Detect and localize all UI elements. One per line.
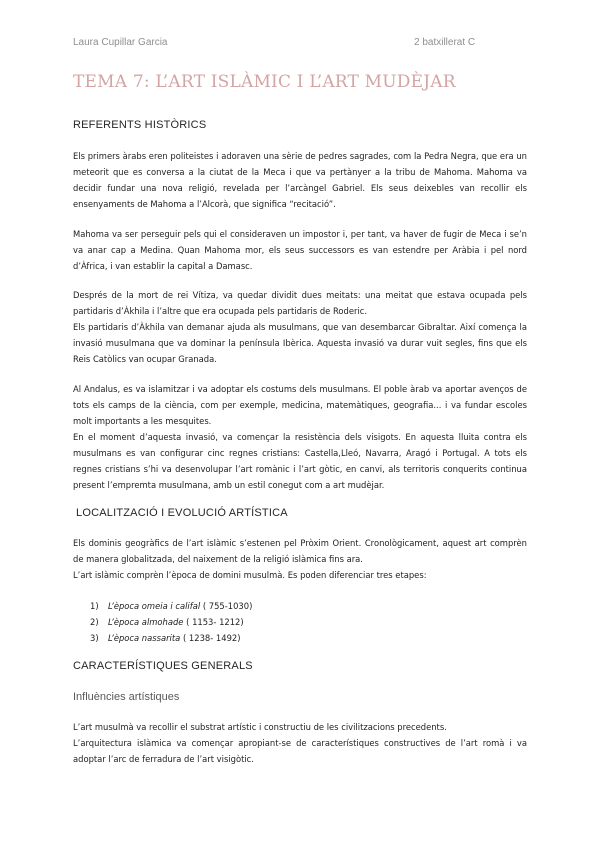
list-period-name: L’època omeia i califal bbox=[108, 601, 201, 611]
heading-caracteristiques: CARACTERÍSTIQUES GENERALS bbox=[73, 660, 253, 672]
paragraph-referents-2: Mahoma va ser perseguir pels qui el consideraven un impostor i, per tant, va haver de fugir de Meca i se’n va anar cap a Medina. Quan Mahoma mor, els seus successors es van estendre per Aràbia i pel nord d’Àfrica, i van establir la capital a Damasc. bbox=[73, 229, 527, 271]
list-period-years: ( 1153- 1212) bbox=[186, 617, 244, 627]
list-number: 1) bbox=[90, 601, 99, 611]
list-item-omeia bbox=[90, 601, 252, 611]
subheading-influencies: Influències artístiques bbox=[73, 691, 180, 703]
paragraph-caracteristiques-1: L’art musulmà va recollir el substrat artístic i constructiu de les civilitzacions precedents. bbox=[73, 722, 447, 732]
list-period-name: L’època almohade bbox=[108, 617, 184, 627]
header-author: Laura Cupillar Garcia bbox=[73, 37, 168, 48]
paragraph-referents-6: En el moment d’aquesta invasió, va començar la resistència dels visigots. En aquesta lluita contra els musulmans es van configurar cinc regnes cristians: Castella,Lleó, Navarra, Aragó i Portugal. A tots els regnes cristians s’hi va desenvolupar l’art romànic i l’art gòtic, en canvi, als territoris conquerits continua present l’empremta musulmana, amb un estil conegut com a art mudèjar. bbox=[73, 432, 527, 490]
list-item-nassarita bbox=[90, 633, 241, 643]
heading-referents: REFERENTS HISTÒRICS bbox=[73, 119, 207, 131]
list-item-almohade bbox=[90, 617, 244, 627]
heading-localitzacio: LOCALITZACIÓ I EVOLUCIÓ ARTÍSTICA bbox=[76, 507, 288, 519]
paragraph-referents-3: Després de la mort de rei Vítiza, va quedar dividit dues meitats: una meitat que estava ocupada pels partidaris d’Àkhila i l’altre que era ocupada pels partidaris de Roderic. bbox=[73, 290, 527, 316]
list-number: 3) bbox=[90, 633, 99, 643]
list-period-years: ( 755-1030) bbox=[202, 601, 253, 611]
paragraph-localitzacio-2: L’art islàmic comprèn l’època de domini musulmà. Es poden diferenciar tres etapes: bbox=[73, 570, 427, 580]
paragraph-referents-1: Els primers àrabs eren politeistes i adoraven una sèrie de pedres sagrades, com la Pedra Negra, que era un meteorit que es conversa a la ciutat de la Meca i que va pertànyer a la tribu de Mahoma. Mahoma va decidir fundar una nova religió, revelada per l’arcàngel Gabriel. Els seus deixebles van recollir els ensenyaments de Mahoma a l’Alcorà, que significa “recitació”. bbox=[73, 151, 527, 209]
header-course: 2 batxillerat C bbox=[414, 37, 476, 48]
page-title: TEMA 7: L’ART ISLÀMIC I L’ART MUDÈJAR bbox=[73, 72, 456, 92]
paragraph-referents-4: Els partidaris d’Àkhila van demanar ajuda als musulmans, que van desembarcar Gibraltar. Així comença la invasió musulmana que va dominar la península Ibèrica. Aquesta invasió va durar vuit segles, fins que els Reis Catòlics van ocupar Granada. bbox=[73, 322, 527, 364]
paragraph-localitzacio-1: Els dominis geogràfics de l’art islàmic s’estenen pel Pròxim Orient. Cronològicament, aquest art comprèn de manera globalitzada, del naixement de la religió islàmica fins ara. bbox=[73, 538, 527, 564]
list-number: 2) bbox=[90, 617, 99, 627]
paragraph-referents-5: Al Andalus, es va islamitzar i va adoptar els costums dels musulmans. El poble àrab va aportar avenços de tots els camps de la ciència, com per exemple, medicina, matemàtiques, geografia... i va fundar escoles molt importants a les mesquites. bbox=[73, 384, 527, 426]
list-period-name: L’època nassarita bbox=[108, 633, 181, 643]
paragraph-caracteristiques-2: L’arquitectura islàmica va començar apropiant-se de característiques constructives de l’art romà i va adoptar l’arc de ferradura de l’art visigòtic. bbox=[73, 738, 527, 764]
list-period-years: ( 1238- 1492) bbox=[182, 633, 241, 643]
